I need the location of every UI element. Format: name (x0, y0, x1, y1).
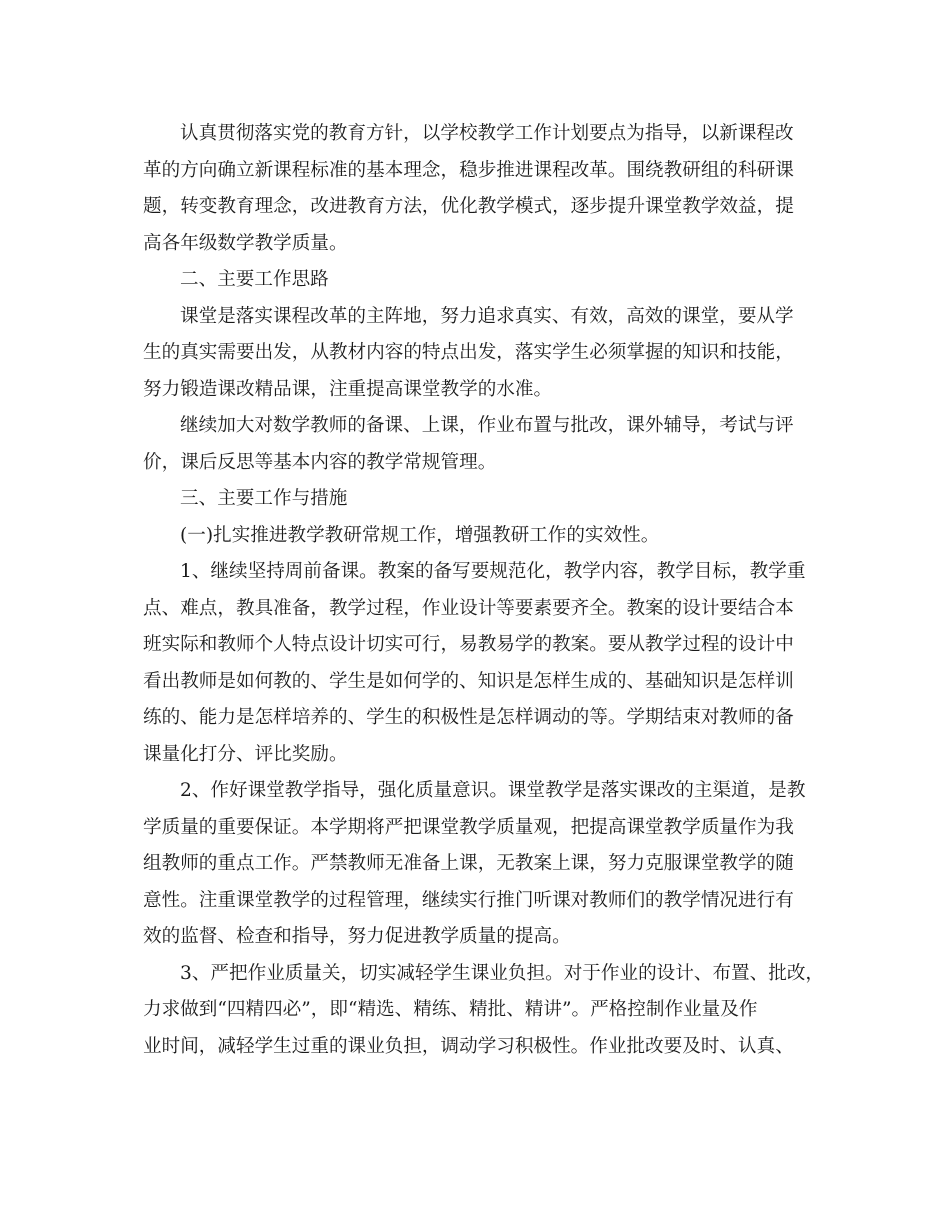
paragraph-homework-quality (143, 956, 823, 1066)
text-line: 点、难点，教具准备，教学过程，作业设计等要素要齐全。教案的设计要结合本 (143, 597, 794, 619)
text-line: 学质量的重要保证。本学期将严把课堂教学质量观，把提高课堂教学质量作为我 (143, 816, 794, 838)
text-line: 高各年级数学教学质量。 (143, 232, 348, 254)
paragraph-classroom-guidance (143, 773, 823, 956)
text-line: 3、严把作业质量关，切实减轻学生课业负担。对于作业的设计、布置、批改， (180, 962, 825, 984)
paragraph-classroom (143, 299, 823, 409)
heading-text: (一)扎实推进教学教研常规工作，增强教研工作的实效性。 (180, 524, 660, 546)
document-body (143, 116, 823, 1065)
text-line: 题，转变教育理念，改进教育方法，优化教学模式，逐步提升课堂教学效益，提 (143, 196, 794, 217)
text-line: 1、继续坚持周前备课。教案的备写要规范化，教学内容，教学目标，教学重 (180, 561, 806, 582)
text-line: 2、作好课堂教学指导，强化质量意识。课堂教学是落实课改的主渠道，是教 (180, 780, 806, 801)
text-line: 继续加大对数学教师的备课、上课，作业布置与批改，课外辅导，考试与评 (180, 415, 794, 436)
text-line: 看出教师是如何教的、学生是如何学的、知识是怎样生成的、基础知识是怎样训 (143, 670, 794, 692)
paragraph-routine-management (143, 408, 823, 481)
text-line: 班实际和教师个人特点设计切实可行，易教易学的教案。要从教学过程的设计中 (143, 634, 794, 655)
text-line: 认真贯彻落实党的教育方针，以学校教学工作计划要点为指导，以新课程改 (180, 123, 794, 144)
text-line: 效的监督、检查和指导，努力促进教学质量的提高。 (143, 926, 571, 947)
paragraph-lesson-preparation (143, 554, 823, 773)
text-line: 课堂是落实课程改革的主阵地，努力追求真实、有效，高效的课堂，要从学 (180, 305, 794, 327)
text-line: 意性。注重课堂教学的过程管理，继续实行推门听课对教师们的教学情况进行有 (143, 889, 794, 911)
text-line: 练的、能力是怎样培养的、学生的积极性是怎样调动的等。学期结束对教师的备 (143, 707, 794, 728)
heading-text: 二、主要工作思路 (180, 269, 329, 290)
text-line: 生的真实需要出发，从教材内容的特点出发，落实学生必须掌握的知识和技能， (143, 342, 794, 363)
section-heading-work-ideas (143, 262, 823, 299)
heading-text: 三、主要工作与措施 (180, 488, 348, 509)
paragraph-guiding-ideology (143, 116, 823, 262)
subsection-heading-routine-work (143, 518, 823, 555)
text-line: 组教师的重点工作。严禁教师无准备上课，无教案上课，努力克服课堂教学的随 (143, 853, 794, 874)
section-heading-work-measures (143, 481, 823, 518)
text-line: 革的方向确立新课程标准的基本理念，稳步推进课程改革。围绕教研组的科研课 (143, 159, 794, 181)
text-line: 课量化打分、评比奖励。 (143, 743, 348, 765)
text-line: 价，课后反思等基本内容的教学常规管理。 (143, 451, 497, 473)
text-line: 力求做到“四精四必”，即“精选、精练、精批、精讲”。严格控制作业量及作 (143, 999, 758, 1020)
text-line: 努力锻造课改精品课，注重提高课堂教学的水准。 (143, 378, 553, 400)
text-line: 业时间，减轻学生过重的课业负担，调动学习积极性。作业批改要及时、认真、 (143, 1035, 794, 1057)
